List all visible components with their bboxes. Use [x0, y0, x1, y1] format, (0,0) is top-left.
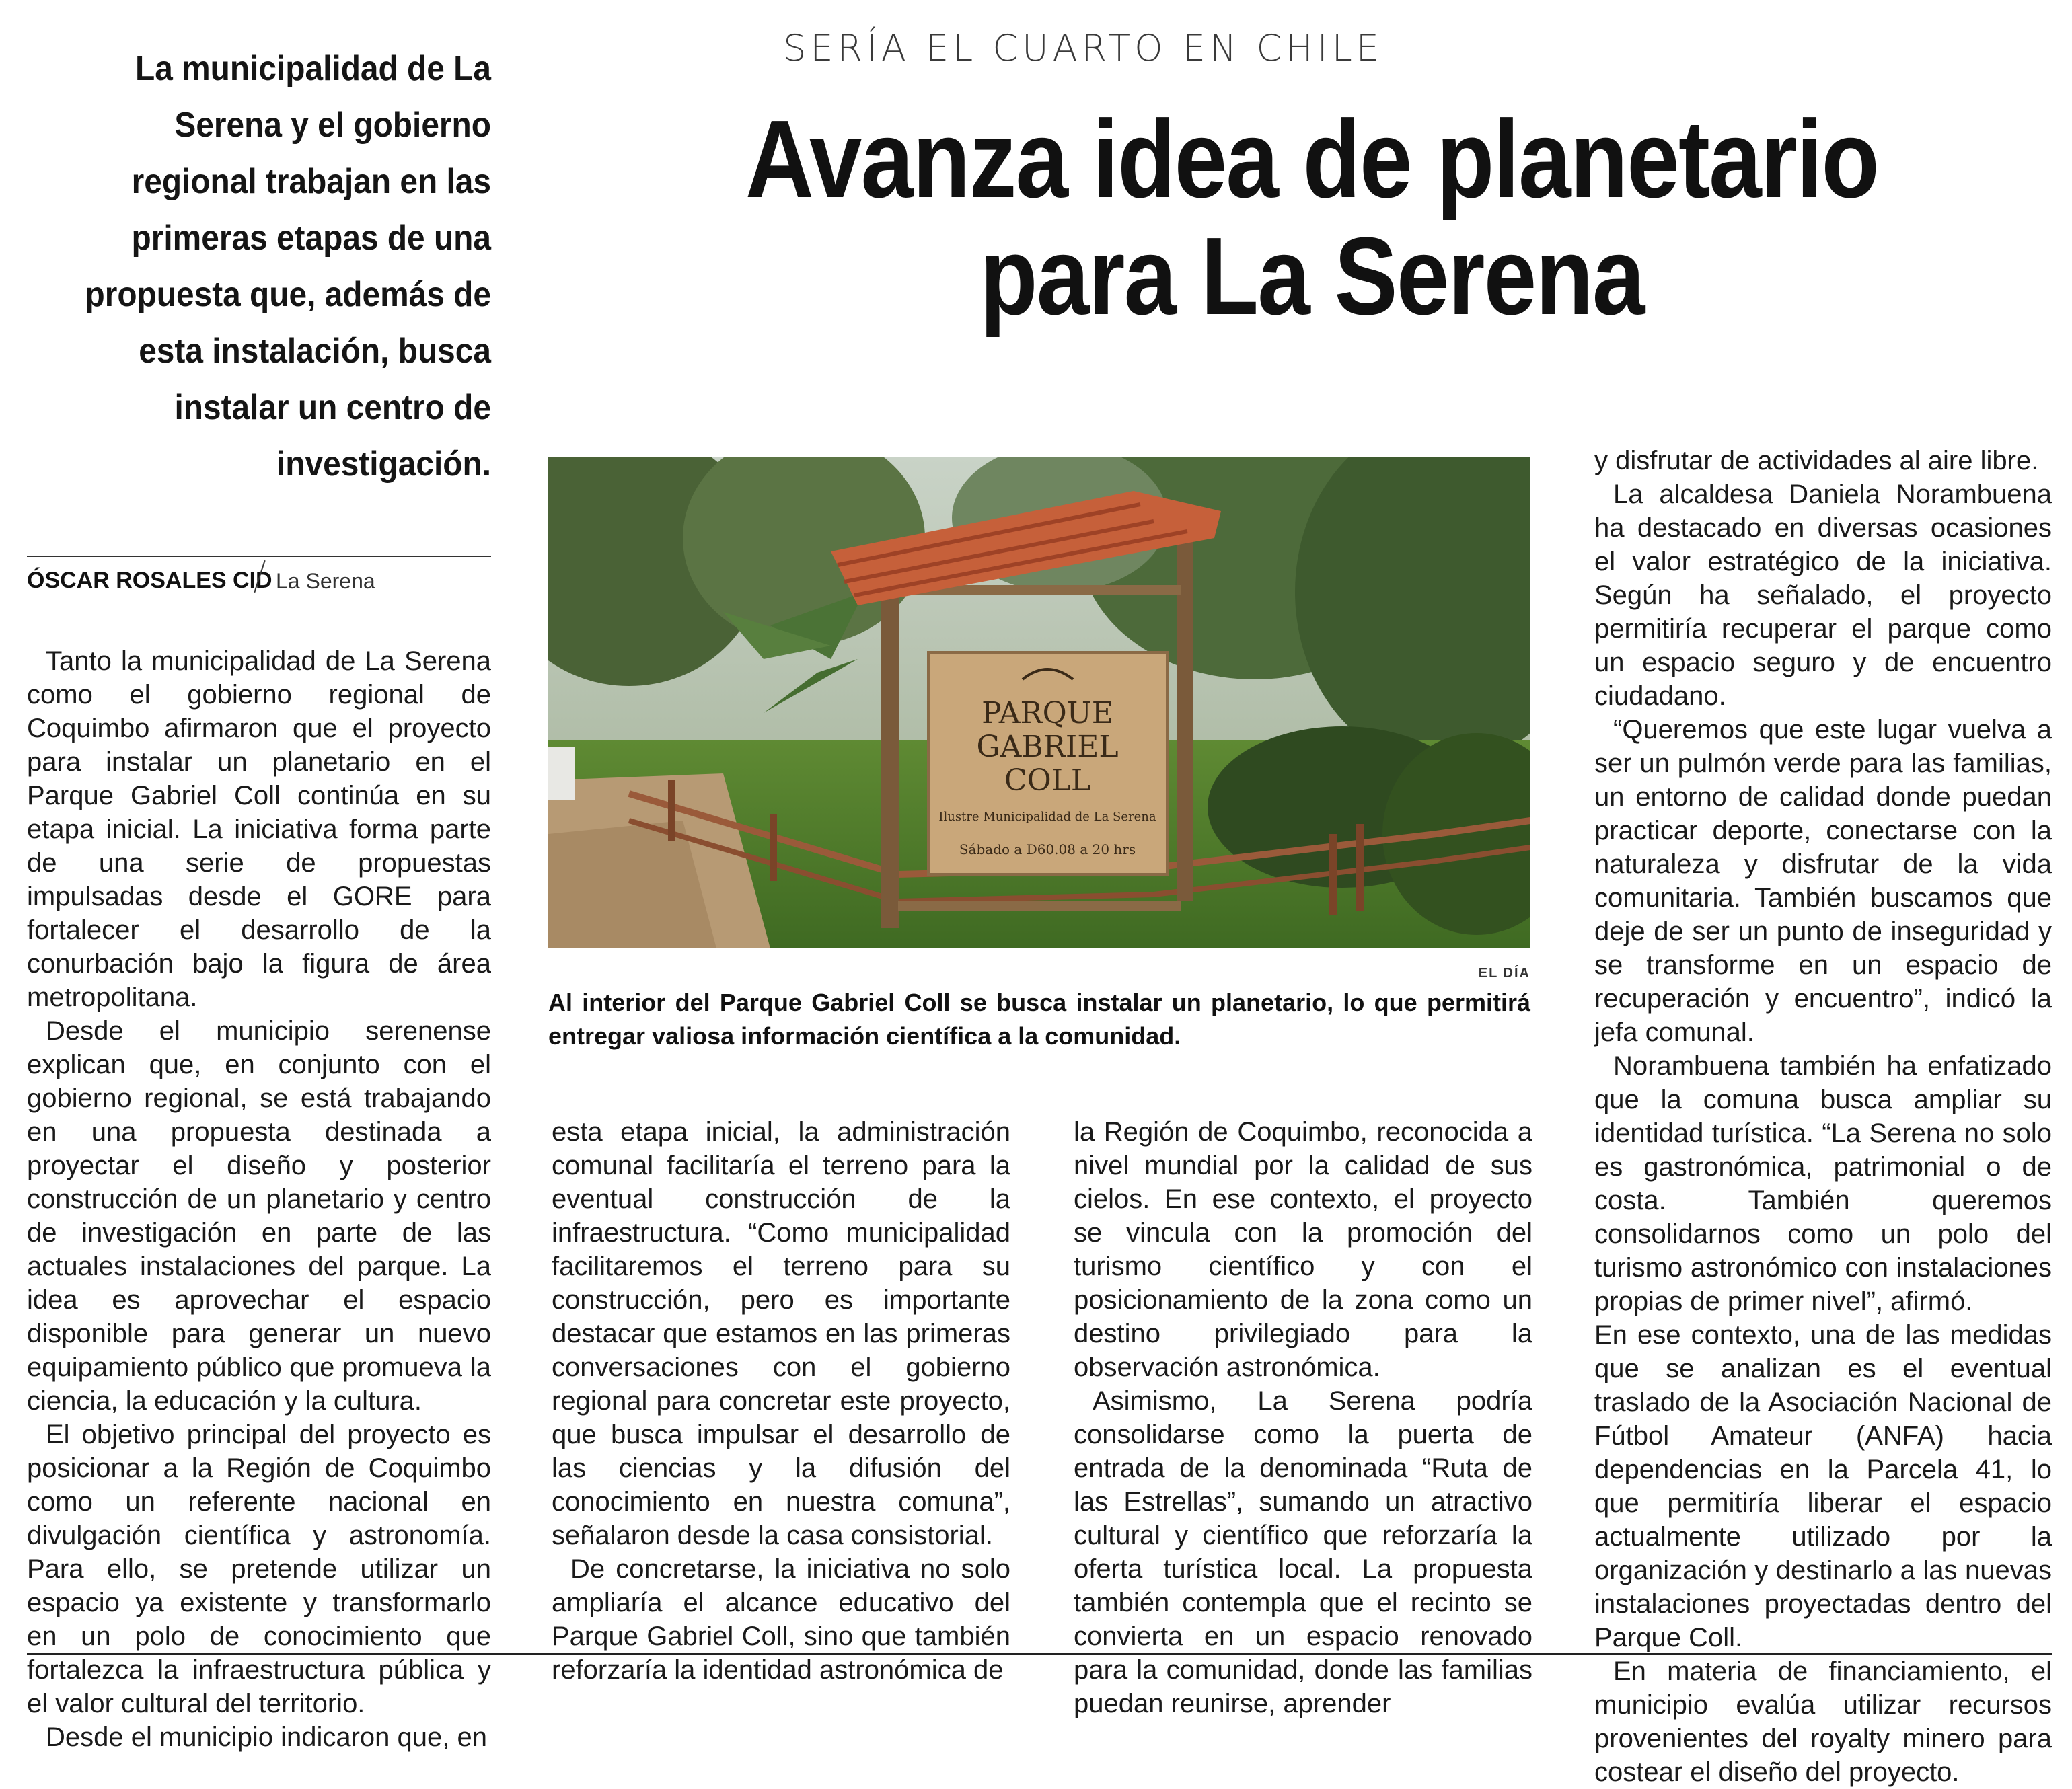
- dateline-location: La Serena: [276, 569, 375, 593]
- author-name: ÓSCAR ROSALES CID: [27, 568, 272, 593]
- body-column-2: [552, 1115, 1010, 1687]
- paragraph: Tanto la municipalidad de La Serena como el gobierno regional de Coquimbo afirmaron que el proyecto para instalar un planetario en el Parque Gabriel Coll continúa en su etapa inicial. La iniciativa forma parte de una serie de propuestas impulsadas desde el GORE para fortalecer el desarrollo de la conurbación bajo la figura de área metropolitana.: [27, 646, 491, 1012]
- headline-line-2: para La Serena: [979, 215, 1644, 338]
- bottom-rule: [27, 1653, 2052, 1655]
- sign-text-4: Ilustre Municipalidad de La Serena: [938, 810, 1156, 824]
- body-column-4: [1594, 444, 2052, 1789]
- paragraph: El objetivo principal del proyecto es posicionar a la Región de Coquimbo como un referente nacional en divulgación científica y astronomía. Para ello, se pretende utilizar un espacio ya existente y transformarlo en un polo de conocimiento que fortalezca la infraestructura pública y el valor cultural del territorio.: [27, 1420, 491, 1718]
- photo-caption: Al interior del Parque Gabriel Coll se busca instalar un planetario, lo que permitirá entregar valiosa información científica a la comunidad.: [548, 989, 1530, 1050]
- paragraph: Norambuena también ha enfatizado que la comuna busca ampliar su identidad turística. “La Serena no solo es gastronómica, patrimonial o de costa. También queremos consolidarnos como un polo del turismo astronómico con instalaciones propias de primer nivel”, afirmó.: [1594, 1051, 2052, 1316]
- photo-illustration: [548, 457, 1530, 948]
- paragraph: “Queremos que este lugar vuelva a ser un pulmón verde para las familias, un entorno de calidad donde puedan practicar deporte, conectarse con la naturaleza y disfrutar de la vida comunitaria. También buscamos que deje de ser un punto de inseguridad y se transforme en un espacio de recuperación y encuentro”, indicó la jefa comunal.: [1594, 715, 2052, 1047]
- kicker: SERÍA EL CUARTO EN CHILE: [783, 27, 1383, 69]
- body-column-3: [1074, 1115, 1532, 1720]
- paragraph: De concretarse, la iniciativa no solo ampliaría el alcance educativo del Parque Gabriel Coll, sino que también reforzaría la identidad astronómica de: [552, 1554, 1010, 1685]
- paragraph: esta etapa inicial, la administración comunal facilitaría el terreno para la eventual construcción de la infraestructura. “Como municipalidad facilitaremos el terreno para su construcción, pero es importante destacar que estamos en las primeras conversaciones con el gobierno regional para concretar este proyecto, que busca impulsar el desarrollo de las ciencias y la difusión del conocimiento en nuestra comuna”, señalaron desde la casa consistorial.: [552, 1117, 1010, 1550]
- paragraph: La alcaldesa Daniela Norambuena ha destacado en diversas ocasiones el valor estratégico de la iniciativa. Según ha señalado, el proyecto permitiría recuperar el parque como un espacio seguro y de encuentro ciudadano.: [1594, 480, 2052, 711]
- paragraph: Desde el municipio indicaron que, en: [46, 1722, 487, 1752]
- paragraph: Asimismo, La Serena podría consolidarse como la puerta de entrada de la denominada “Ruta de las Estrellas”, sumando un atractivo cultural y científico que reforzaría la oferta turística local. La propuesta también contempla que el recinto se convierta en un espacio renovado para la comunidad, donde las familias puedan reunirse, aprender: [1074, 1386, 1532, 1718]
- body-column-1: [27, 644, 491, 1754]
- sign-text-1: PARQUE: [982, 696, 1113, 730]
- headline-line-1: Avanza idea de planetario: [745, 98, 1878, 221]
- paragraph: En ese contexto, una de las medidas que se analizan es el eventual traslado de la Asociación Nacional de Fútbol Amateur (ANFA) hacia dependencias en la Parcela 41, lo que permitiría liberar el espacio actualmente utilizado por la organización y destinarlo a las nuevas instalaciones proyectadas dentro del Parque Coll.: [1594, 1320, 2052, 1652]
- sign-text-5: Sábado a D60.08 a 20 hrs: [959, 841, 1136, 858]
- paragraph: En materia de financiamiento, el municipio evalúa utilizar recursos provenientes del royalty minero para costear el diseño del proyecto.: [1594, 1657, 2052, 1787]
- paragraph: y disfrutar de actividades al aire libre.: [1594, 446, 2039, 475]
- sign-text-3: COLL: [1004, 763, 1091, 798]
- sign-text-2: GABRIEL: [976, 730, 1119, 764]
- photo-credit: EL DÍA: [1478, 966, 1530, 981]
- park-sign-photo: [548, 457, 1530, 948]
- lead-paragraph: La municipalidad de La Serena y el gobierno regional trabajan en las primeras etapas de una propuesta que, además de esta instalación, busca instalar un centro de investigación.: [85, 49, 492, 484]
- headline: [704, 98, 1919, 338]
- paragraph: la Región de Coquimbo, reconocida a nivel mundial por la calidad de sus cielos. En ese contexto, el proyecto se vincula con la promoción del turismo científico y con el posicionamiento de la zona como un destino privilegiado para la observación astronómica.: [1074, 1117, 1532, 1382]
- paragraph: Desde el municipio serenense explican que, en conjunto con el gobierno regional, se está trabajando en una propuesta destinada a proyectar el diseño y posterior construcción de un planetario y centro de investigación en parte de las actuales instalaciones del parque. La idea es aprovechar el espacio disponible para generar un nuevo equipamiento público que promueva la ciencia, la educación y la cultura.: [27, 1016, 491, 1416]
- byline: [27, 556, 491, 597]
